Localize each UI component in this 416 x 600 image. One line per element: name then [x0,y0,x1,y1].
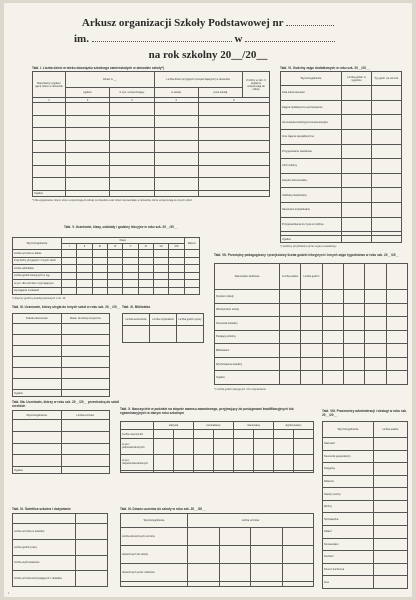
t10-row-1: Liczba godzin pracy [13,539,76,555]
t1-sub-1: w tym: uczęszczający [110,88,154,98]
t9-row-2: Księgowy [323,463,374,476]
t1-sub-0: ogółem [66,88,110,98]
header-line-2 [4,32,412,45]
t5-total-label: Ogółem [13,390,62,397]
t8-table [120,421,314,473]
t1-col-a: Mieszkańcy (ogółem ujęci) dzieci w obwodzie [33,72,66,98]
t5-table [12,313,110,397]
t4-caption: Tabl. VII. Przeciętny pedagogiczny i przejściowy liczba godzin lekcyjnych i innych zajęć tygodniowo w roku szk. 20__/20__ [214,253,400,257]
t8-col-1: kontraktowy [194,422,234,430]
t10-row-2: Liczba wychowawców [13,555,76,571]
t11-table [120,513,314,587]
t4-total-label: Ogółem [215,371,280,385]
t11-row-1: dowożonych do szkoły [121,546,188,564]
t10-table [12,513,108,587]
t4-row-3: Pedagog szkolny [215,330,280,344]
t2-row-7: Oddział przedszkolny [281,188,342,203]
t5-h2: Klasa, do której uczęszcza [61,314,110,324]
t3-class-5: VI [138,244,153,250]
header-line-1-text: Arkusz organizacji Szkoły Podstawowej nr [81,17,284,29]
t4-row-5: Wychowawca świetlicy [215,357,280,371]
t3-h1: Wyszczególnienie [13,238,62,250]
t3-row-4: w tym: dla uczniów z wymaganymi [13,280,62,288]
t9-row-11: Inne [323,576,374,589]
t1-table [32,71,270,197]
t2-row-2: Gimnastyka korekcyjno-kompensacyjna [281,115,342,130]
t7-table [12,410,110,474]
t1-num-3: 3 [110,98,154,103]
t9-row-0: Sekretarz [323,438,374,451]
t8-row-1: w tym: pełnozatrudnionych [121,439,154,455]
t9-row-3: Referent [323,475,374,488]
t6-caption: Tabl. XI. Biblioteka [122,305,151,309]
t4-row-0: Dyrektor szkoły [215,290,280,304]
t4-row-2: Kierownik świetlicy [215,317,280,331]
t4-h2: Liczba etatów [280,264,301,290]
t3-row-5: wymagania w klasach [13,287,62,295]
t2-footnote: *) Godziny przydzielone przez organ prowadzący [280,245,337,248]
t3-class-2: III [92,244,107,250]
t9-row-5: Woźny [323,500,374,513]
t1-sub-3: poza szkołą [198,88,242,98]
t11-row-2: dowożonych przez rodziców [121,564,188,582]
t4-h3: Liczba godzin [301,264,322,290]
t3-row-1: Z tej liczby przyjętych z innych szkół [13,257,62,265]
t2-h1: Wyszczególnienie [281,72,342,86]
t2-h3: Typ godz. na rok szk. [372,72,402,86]
t1-col-b: Dzieci w __ [66,72,155,88]
t2-row-6: Zespół instrumentalny [281,173,342,188]
t5-h1: Szkoła ukończenia [13,314,62,324]
t8-row-2: w tym: niepełnozatrudnionych [121,454,154,470]
t1-col-c: Liczba dzieci przyjętych (uczęszczających) w obwodzie [154,72,243,88]
t2-row-9: Przysposobienie do życia w rodzinie [281,217,342,232]
t5-caption: Tabl. III. Uczniowie, którzy uległa do innych szkół w roku szk. 20__/20__ [12,305,121,309]
t2-h2: Liczba godzin w tygodniu [342,72,372,86]
t2-row-1: Zajęcia dydaktyczno-wyrównawcze [281,100,342,115]
t3-footnote: *) dotyczy godzin ponadwymiarowych z art. 42 [12,297,66,300]
header-line-3: na rok szkolny 20__/20__ [148,49,268,61]
t3-class-7: VIII [169,244,184,250]
t9-row-10: Pomoc kuchenna [323,563,374,576]
t9-row-6: Sprzątaczka [323,513,374,526]
t9-row-7: Palacz [323,526,374,539]
t2-row-3: Inne zajęcia specjalistyczne [281,129,342,144]
t1-sub-2: w szkole [154,88,198,98]
t1-num-1: 1 [33,98,66,103]
t9-h1: Wyszczególnienie [323,422,374,438]
t8-caption: Tabl. X. Nauczyciele w podziale na stopnie awansu zawodowego, przyjmujący do postępowań kwalifikacyjnych lub egzaminacyjnych w danym roku szkolnym [120,407,294,415]
t10-caption: Tabl. IX. Świetlica szkolna i dożywianie [12,507,71,511]
t7-total-label: Ogółem [13,467,62,474]
t2-caption: Tabl. VI. Godziny zajęć dodatkowych w roku szk. 20__/20__ [280,66,370,70]
t2-row-0: Koła zainteresowań [281,86,342,101]
t9-row-1: Kierownik gospodarczy [323,450,374,463]
t11-row-0: Liczba dowożonych uczniów [121,528,188,546]
t4-h1: Stanowisko służbowe [215,264,280,290]
t1-col-d: Z liczby w rubr. 3 (ogółem) uczęszczają do szkoły [243,72,270,98]
t3-class-6: VII [153,244,168,250]
t1-caption: Tabl. I. Liczba dzieci w wieku obowiązku szkolnego zamieszkałych w obwodzie szkoły*) [32,66,164,70]
header-line-1 [4,16,412,29]
t8-col-2: mianowany [234,422,274,430]
t1-total-label: Ogółem [33,191,66,197]
t2-total-label: Ogółem [281,236,342,243]
t7-h1: Wyszczególnienie [13,411,62,420]
t10-row-0: Liczba uczniów w świetlicy [13,524,76,540]
t3-h3: Razem [184,238,199,250]
t3-row-3: Liczba godzin lekcyjnych w tyg. [13,272,62,280]
header-im-label: im. [74,33,89,45]
t6-h2: Liczba czytelników [150,314,177,326]
t7-caption: Tabl. IIIa. Uczniowie, którzy w roku szk. 20__/20__ przechodzą do szkół średnich [12,400,120,408]
t10-row-3: Liczba uczniów korzystających z obiadów [13,571,76,587]
t2-row-8: Nauczanie indywidualne [281,203,342,218]
t9-caption: Tabl. VIII. Pracownicy administracji i obsługi w roku szk. 20__/20__ [322,409,407,417]
t2-table [280,71,402,243]
t6-h3: Liczba godzin pracy [177,314,204,326]
t11-h2: Liczba uczniów [188,514,314,528]
t9-row-8: Konserwator [323,538,374,551]
t3-class-0: I [62,244,77,250]
t6-table [122,313,204,343]
t1-num-4: 4 [154,98,198,103]
t11-caption: Tabl. III. Dowóz uczniów do szkoły w roku szk. 20__/20__ [120,507,206,511]
t4-footnote: *) Liczba godzin lekcyjnych i ich uzupełnienie [214,388,266,391]
t1-num-5: 5 [198,98,269,103]
t3-h2: Klasy [62,238,185,244]
t4-row-1: Wicedyrektor szkoły [215,303,280,317]
t2-row-5: Chór szkolny [281,159,342,174]
t2-row-4: Przygotowanie zawodowe [281,144,342,159]
t9-row-4: Starszy woźny [323,488,374,501]
t11-h1: Wyszczególnienie [121,514,188,528]
t9-row-9: Kucharz [323,551,374,564]
t1-num-2: 2 [66,98,110,103]
t3-table [12,237,200,295]
t9-table [322,421,408,589]
t3-class-3: IV [107,244,122,250]
t8-row-0: Liczba nauczycieli [121,430,154,439]
t4-table [214,263,408,385]
t3-row-2: Liczba oddziałów [13,265,62,273]
header-w-label: w [234,33,243,45]
t3-class-4: V [123,244,138,250]
t1-footnote: *) Dla wyjaśnienia: dzieci, które uczęszczają do szkoły w obwodzie oraz dzieci zamieszkałe w obwodzie, które uczęszczają do innych szkół. [32,199,193,202]
t6-h1: Liczba woluminów [123,314,150,326]
document-sheet [4,3,412,597]
t8-col-0: stażysta [154,422,194,430]
t3-row-0: Liczba uczniów w klasie [13,250,62,258]
t8-col-3: dyplomowany [274,422,314,430]
t3-class-1: II [77,244,92,250]
t3-caption: Tabl. V. Uczniowie, klasy, oddziały i godziny lekcyjne w roku szk. 20__/20__ [64,225,178,229]
t9-h2: Liczba etatów [374,422,408,438]
t7-h2: Liczba uczniów [61,411,110,420]
page-number: 1 [8,591,10,595]
t4-row-4: Bibliotekarz [215,344,280,358]
